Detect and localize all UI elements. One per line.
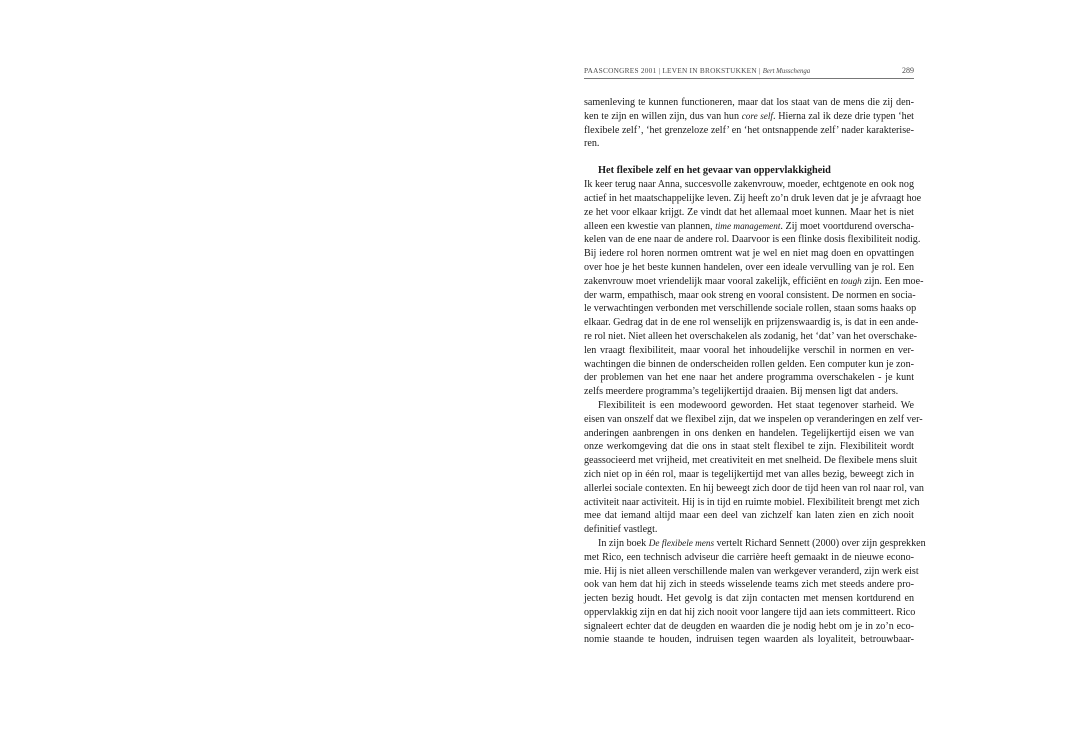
text-line: Bij iedere rol horen normen omtrent wat je wel en niet mag doen en opvattingen — [584, 248, 914, 260]
text-line: Flexibiliteit is een modewoord geworden. Het staat tegenover starheid. We — [598, 399, 914, 411]
text-line: oppervlakkig zijn en dat hij zich nooit voor langere tijd aan iets committeert. Rico — [584, 606, 916, 618]
text-line: activiteit naar activiteit. Hij is in tijd en ruimte mobiel. Flexibiliteit brengt met zich — [584, 496, 920, 508]
text-line: eisen van onszelf dat we flexibel zijn, dat we inspelen op veranderingen en zelf ver- — [584, 413, 923, 425]
text-line: re rol niet. Niet alleen het overschakelen als zodanig, het ‘dat’ van het overschake- — [584, 330, 918, 342]
text-line: elkaar. Gedrag dat in de ene rol wenselijk en prijzenswaardig is, is dat in een ande- — [584, 317, 919, 329]
text-line: der problemen van het ene naar het andere programma overschakelen - je kunt — [584, 372, 914, 384]
text-line: ken te zijn en willen zijn, dus van hun core self. Hierna zal ik deze drie typen ‘het — [584, 110, 914, 122]
text-line: wachtingen die binnen de onderscheiden rollen gelden. Een computer kun je zon- — [584, 358, 914, 370]
text-line: anderingen aanbrengen in ons denken en handelen. Tegelijkertijd eisen we van — [584, 427, 914, 439]
text-line: ook van hem dat hij zich in steeds wisselende teams zich met steeds andere pro- — [584, 579, 914, 591]
text-line: kelen van de ene naar de andere rol. Daarvoor is een flinke dosis flexibiliteit nodig. — [584, 234, 921, 246]
text-line: le verwachtingen verbonden met verschillende sociale rollen, staan soms haaks op — [584, 303, 917, 315]
text-line: zich niet op in één rol, maar is tegelijkertijd met van alles bezig, beweegt zich in — [584, 468, 914, 480]
text-line: ze het voor elkaar krijgt. Ze vindt dat het allemaal moet kunnen. Maar het is niet — [584, 206, 914, 218]
book-page — [584, 66, 926, 647]
text-line: signaleert echter dat de deugden en waarden die je nodig hebt om je in zo’n eco- — [584, 620, 914, 632]
text-line: met Rico, een technisch adviseur die carrière heeft gemaakt in de nieuwe econo- — [584, 551, 914, 563]
text-line: onze werkomgeving dat die ons in staat stelt flexibel te zijn. Flexibiliteit wordt — [584, 441, 914, 453]
paragraph-2 — [584, 399, 924, 537]
text-line: geassocieerd met vrijheid, met creativiteit en met snelheid. De flexibele mens sluit — [584, 455, 918, 467]
intro-paragraph — [584, 96, 914, 151]
running-head — [584, 66, 914, 79]
text-line: zelfs meerdere programma’s tegelijkertijd draaien. Bij mensen ligt dat anders. — [584, 386, 899, 398]
text-line: flexibele zelf’, ‘het grenzeloze zelf’ en ‘het ontsnappende zelf’ nader karakterise- — [584, 124, 914, 136]
text-line: allerlei sociale contexten. En hij beweegt zich door de tijd heen van rol naar rol, van — [584, 482, 924, 494]
text-line: zakenvrouw moet vriendelijk maar vooral zakelijk, efficiënt en tough zijn. Een moe- — [584, 275, 924, 287]
text-line: jecten bezig houdt. Het gevolg is dat zijn contacten met mensen kortdurend en — [584, 593, 914, 605]
body-text — [584, 96, 926, 647]
text-line: alleen een kwestie van plannen, time management. Zij moet voortdurend overscha- — [584, 220, 915, 232]
text-line: over hoe je het beste kunnen handelen, over een ideale vervulling van je rol. Een — [584, 261, 914, 273]
section-heading: Het flexibele zelf en het gevaar van oppervlakkigheid — [598, 165, 831, 177]
running-head-left — [584, 66, 810, 75]
text-line: mee dat iemand altijd maar een deel van zichzelf kan laten zien en zich nooit — [584, 510, 914, 522]
text-line: definitief vastlegt. — [584, 524, 658, 536]
paragraph-3 — [584, 537, 926, 647]
text-line: samenleving te kunnen functioneren, maar dat los staat van de mens die zij den- — [584, 97, 914, 108]
text-line: Ik keer terug naar Anna, succesvolle zakenvrouw, moeder, echtgenote en ook nog — [584, 179, 914, 191]
text-line: len vraagt flexibiliteit, maar vooral het inhoudelijke verschil in normen en ver- — [584, 344, 914, 356]
text-line: der warm, empathisch, maar ook streng en vooral consistent. De normen en socia- — [584, 289, 916, 301]
paragraph-1 — [584, 178, 924, 399]
text-line: mie. Hij is niet alleen verschillende malen van werkgever veranderd, zijn werk eist — [584, 565, 919, 577]
text-line: ren. — [584, 138, 600, 150]
page-number: 289 — [902, 66, 914, 75]
text-line: In zijn boek De flexibele mens vertelt Richard Sennett (2000) over zijn gesprekken — [598, 537, 926, 549]
text-line: nomie staande te houden, indruisen tegen waarden als loyaliteit, betrouwbaar- — [584, 634, 914, 646]
text-line: actief in het maatschappelijke leven. Zij heeft zo’n druk leven dat je je afvraagt hoe — [584, 192, 922, 204]
running-head-title: PAASCONGRES 2001 | LEVEN IN BROKSTUKKEN | — [584, 66, 761, 75]
running-head-author: Bert Musschenga — [762, 68, 811, 75]
